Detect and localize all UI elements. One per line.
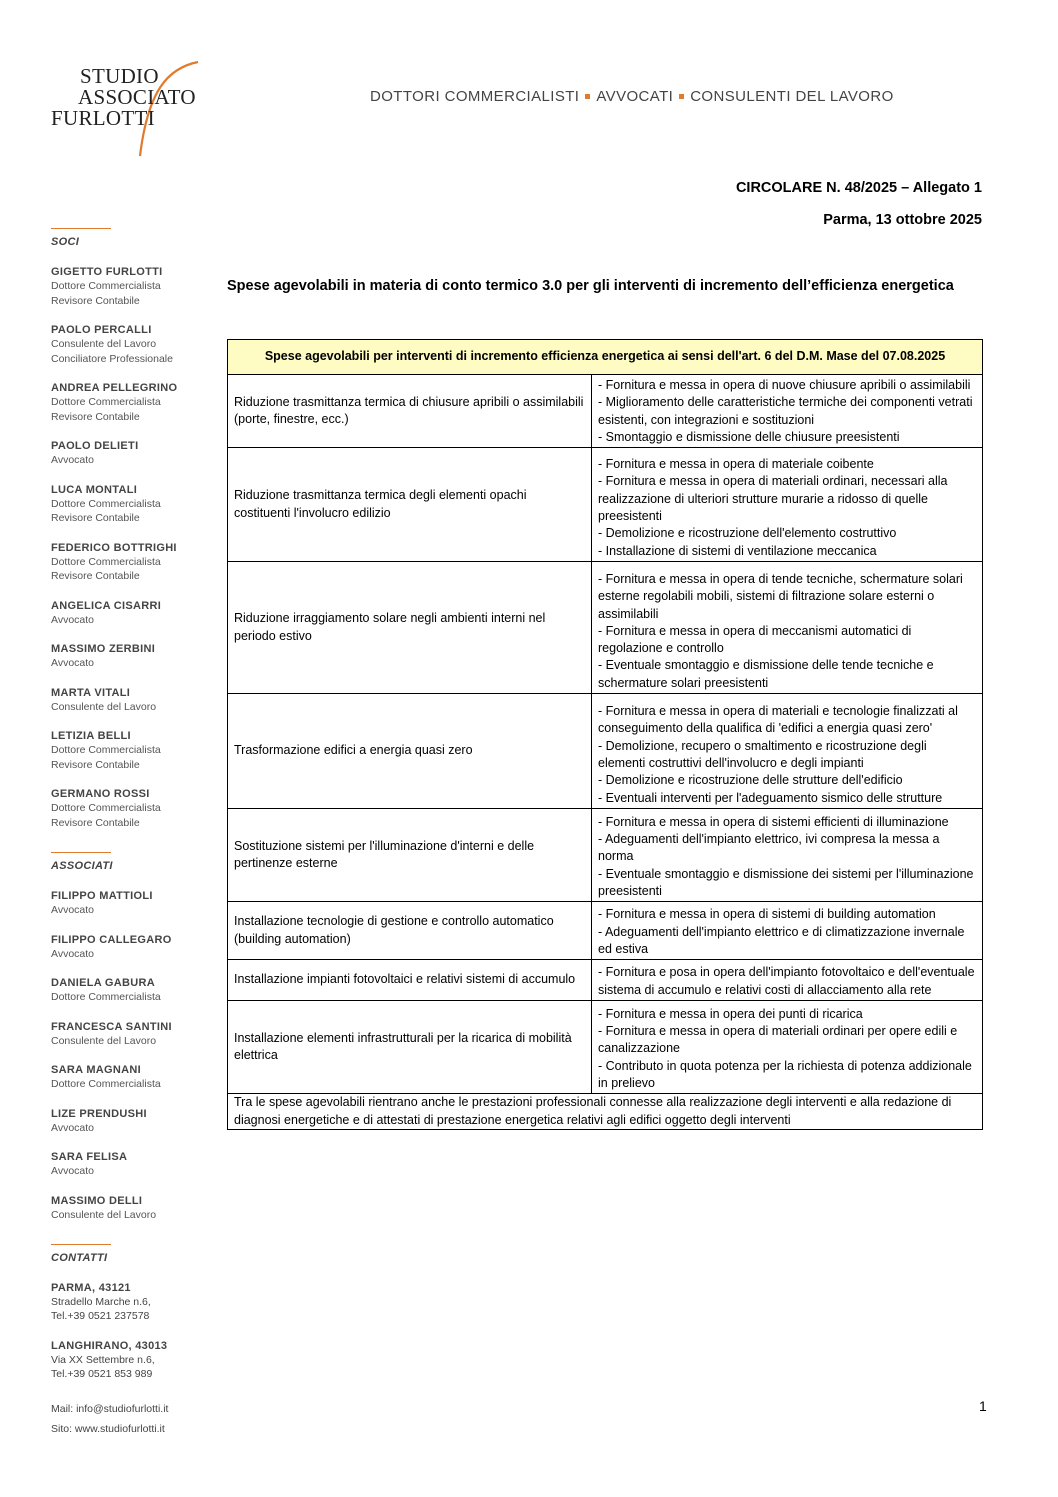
spese-cell: [592, 694, 983, 809]
person-role: Consulente del Lavoro: [51, 1208, 157, 1221]
spese-cell: [592, 902, 983, 960]
spese-cell: [592, 808, 983, 901]
person-name: SARA MAGNANI: [51, 1064, 141, 1076]
expenses-table: [227, 339, 983, 1130]
sidebar: [51, 228, 201, 1457]
person-entry: [51, 439, 201, 468]
office-phone: Tel.+39 0521 853 989: [51, 1368, 153, 1380]
associati-heading: ASSOCIATI: [51, 860, 113, 872]
divider: [51, 1244, 111, 1245]
person-role: Dottore Commercialista: [51, 396, 161, 408]
document-date: Parma, 13 ottobre 2025: [823, 212, 982, 228]
spesa-item: - Adeguamenti dell'impianto elettrico, ivi compresa la messa a norma: [598, 832, 940, 864]
person-name: GIGETTO FURLOTTI: [51, 266, 163, 278]
person-role: Avvocato: [51, 1165, 94, 1177]
person-entry: [51, 323, 201, 366]
person-role: Dottore Commercialista: [51, 1078, 161, 1090]
spese-cell: [592, 375, 983, 448]
person-name: LIZE PRENDUSHI: [51, 1107, 147, 1120]
contatti-heading: CONTATTI: [51, 1252, 108, 1264]
spesa-item: - Fornitura e messa in opera di materiale coibente: [598, 457, 874, 472]
table-row: [228, 902, 983, 960]
intervento-cell: Riduzione irraggiamento solare negli ambienti interni nel periodo estivo: [228, 561, 592, 693]
spesa-item: - Fornitura e messa in opera di materiali ordinari per opere edili e canalizzazione: [598, 1024, 958, 1056]
contact-website[interactable]: Sito: www.studiofurlotti.it: [51, 1423, 165, 1435]
person-entry: [51, 1194, 201, 1223]
soci-heading: SOCI: [51, 236, 80, 248]
office-address: Stradello Marche n.6,: [51, 1296, 151, 1308]
person-entry: [51, 642, 201, 671]
contatti-section: [51, 1244, 201, 1439]
person-name: FRANCESCA SANTINI: [51, 1020, 172, 1033]
person-role: Dottore Commercialista: [51, 280, 161, 292]
person-role: Avvocato: [51, 613, 94, 626]
intervento-cell: Trasformazione edifici a energia quasi zero: [228, 694, 592, 809]
person-name: PAOLO DELIETI: [51, 440, 139, 452]
person-entry: [51, 381, 201, 424]
table-header-row: [228, 340, 983, 375]
associati-section: [51, 852, 201, 1222]
tagline-part-3: CONSULENTI DEL LAVORO: [690, 88, 894, 105]
table-row: [228, 808, 983, 901]
person-role: Revisore Contabile: [51, 570, 140, 582]
circolare-number: CIRCOLARE N. 48/2025 – Allegato 1: [735, 180, 982, 196]
divider: [51, 228, 111, 229]
footer-note: Tra le spese agevolabili rientrano anche le prestazioni professionali connesse alla realizzazione degli interventi e alla redazione di diagnosi energetiche e di attestati di prestazione energetica relativi agli edifici oggetto degli interventi: [228, 1094, 983, 1130]
person-entry: [51, 1107, 201, 1136]
table-row: [228, 561, 983, 693]
person-role: Revisore Contabile: [51, 816, 140, 829]
intervento-cell: Riduzione trasmittanza termica degli elementi opachi costituenti l'involucro edilizio: [228, 448, 592, 562]
person-name: FILIPPO MATTIOLI: [51, 890, 153, 902]
intervento-cell: Installazione elementi infrastrutturali per la ricarica di mobilità elettrica: [228, 1000, 592, 1093]
person-entry: [51, 1063, 201, 1092]
office-city: PARMA, 43121: [51, 1282, 131, 1294]
contact-email[interactable]: Mail: info@studiofurlotti.it: [51, 1403, 169, 1415]
spesa-item: - Eventuale smontaggio e dismissione delle tende tecniche e schermature solari preesistenti: [598, 658, 934, 690]
spesa-item: - Fornitura e messa in opera di materiali ordinari, necessari alla realizzazione di ulteriori strutture murarie a ridosso di quelle preesistenti: [598, 474, 948, 524]
spesa-item: - Eventuali interventi per l'adeguamento sismico delle strutture: [598, 790, 943, 805]
spese-cell: [592, 448, 983, 562]
person-role: Avvocato: [51, 947, 94, 960]
person-entry: [51, 1150, 201, 1179]
person-role: Conciliatore Professionale: [51, 352, 173, 365]
person-name: MASSIMO ZERBINI: [51, 643, 156, 655]
person-entry: [51, 541, 201, 584]
person-entry: [51, 686, 201, 715]
person-name: GERMANO ROSSI: [51, 788, 150, 800]
associati-list: [51, 889, 201, 1222]
spesa-item: - Fornitura e messa in opera di materiali e tecnologie finalizzati al conseguimento della qualifica di 'edifici a energia quasi zero': [598, 704, 958, 736]
person-name: SARA FELISA: [51, 1151, 128, 1163]
soci-section: [51, 228, 201, 830]
spesa-item: - Demolizione e ricostruzione delle strutture dell'edificio: [598, 773, 903, 788]
person-role: Dottore Commercialista: [51, 744, 161, 756]
spese-cell: [592, 1000, 983, 1093]
spese-cell: [592, 960, 983, 1001]
person-role: Dottore Commercialista: [51, 802, 161, 814]
person-entry: [51, 976, 201, 1005]
spesa-item: - Demolizione e ricostruzione dell'elemento costruttivo: [598, 526, 897, 541]
person-role: Avvocato: [51, 657, 94, 669]
person-entry: [51, 599, 201, 628]
person-name: ANDREA PELLEGRINO: [51, 382, 178, 394]
person-role: Dottore Commercialista: [51, 555, 161, 568]
person-name: DANIELA GABURA: [51, 977, 156, 989]
page-number: 1: [979, 1398, 987, 1414]
intervento-cell: Installazione impianti fotovoltaici e relativi sistemi di accumulo: [228, 960, 592, 1001]
table-row: [228, 960, 983, 1001]
table-row: [228, 1000, 983, 1093]
spesa-item: - Adeguamenti dell'impianto elettrico e di climatizzazione invernale ed estiva: [598, 924, 965, 956]
person-role: Revisore Contabile: [51, 512, 140, 524]
intervento-cell: Riduzione trasmittanza termica di chiusure apribili o assimilabili (porte, finestre, ecc.): [228, 375, 592, 448]
logo-line-2: ASSOCIATO: [78, 85, 196, 109]
person-entry: [51, 729, 201, 772]
spesa-item: - Smontaggio e dismissione delle chiusure preesistenti: [598, 429, 900, 444]
person-entry: [51, 483, 201, 526]
soci-list: [51, 265, 201, 830]
divider: [51, 852, 111, 853]
spesa-item: - Installazione di sistemi di ventilazione meccanica: [598, 543, 877, 558]
spesa-item: - Miglioramento delle caratteristiche termiche dei componenti vetrati esistenti, con integrazioni e sostituzioni: [598, 395, 973, 427]
person-name: FEDERICO BOTTRIGHI: [51, 541, 177, 554]
person-name: ANGELICA CISARRI: [51, 599, 162, 612]
person-name: LUCA MONTALI: [51, 483, 138, 496]
person-name: PAOLO PERCALLI: [51, 324, 152, 336]
person-role: Consulente del Lavoro: [51, 338, 157, 350]
document-title: Spese agevolabili in materia di conto termico 3.0 per gli interventi di incremento dell’efficienza energetica: [227, 278, 954, 294]
orange-square-icon: [585, 94, 590, 99]
person-role: Dottore Commercialista: [51, 991, 161, 1003]
person-entry: [51, 1020, 201, 1049]
spesa-item: - Fornitura e messa in opera dei punti di ricarica: [598, 1006, 863, 1021]
person-entry: [51, 265, 201, 308]
spesa-item: - Fornitura e messa in opera di nuove chiusure apribili o assimilabili: [598, 378, 971, 392]
person-entry: [51, 933, 201, 962]
person-name: LETIZIA BELLI: [51, 730, 131, 742]
person-name: MARTA VITALI: [51, 686, 131, 699]
person-role: Revisore Contabile: [51, 294, 140, 307]
office-langhirano: [51, 1339, 201, 1381]
studio-logo: [48, 60, 208, 160]
office-city: LANGHIRANO, 43013: [51, 1340, 168, 1352]
person-role: Revisore Contabile: [51, 410, 140, 423]
person-entry: [51, 787, 201, 830]
spesa-item: - Contributo in quota potenza per la richiesta di potenza addizionale in prelievo: [598, 1058, 972, 1090]
spesa-item: - Fornitura e messa in opera di tende tecniche, schermature solari esterne regolabili mobili, sistemi di filtrazione solare esterni o assimilabili: [598, 571, 963, 621]
intervento-cell: Sostituzione sistemi per l'illuminazione d'interni e delle pertinenze esterne: [228, 808, 592, 901]
table-row: [228, 448, 983, 562]
person-role: Consulente del Lavoro: [51, 700, 157, 713]
person-name: FILIPPO CALLEGARO: [51, 933, 172, 946]
person-entry: [51, 889, 201, 918]
spesa-item: - Eventuale smontaggio e dismissione dei sistemi per l'illuminazione preesistenti: [598, 866, 974, 899]
intervento-cell: Installazione tecnologie di gestione e controllo automatico (building automation): [228, 902, 592, 960]
person-role: Avvocato: [51, 1121, 94, 1134]
table-footer-row: [228, 1094, 983, 1130]
office-parma: [51, 1281, 201, 1323]
spesa-item: - Fornitura e messa in opera di meccanismi automatici di regolazione e controllo: [598, 623, 912, 656]
person-role: Consulente del Lavoro: [51, 1034, 157, 1047]
firm-tagline: [370, 88, 894, 105]
person-role: Dottore Commercialista: [51, 497, 161, 510]
table-row: [228, 375, 983, 448]
person-role: Revisore Contabile: [51, 758, 140, 771]
tagline-part-1: DOTTORI COMMERCIALISTI: [370, 88, 580, 105]
spesa-item: - Fornitura e messa in opera di sistemi di building automation: [598, 907, 936, 922]
office-phone: Tel.+39 0521 237578: [51, 1310, 150, 1322]
table-row: [228, 694, 983, 809]
person-role: Avvocato: [51, 454, 94, 466]
orange-square-icon: [679, 94, 684, 99]
spesa-item: - Demolizione, recupero o smaltimento e ricostruzione degli elementi costruttivi dell'involucro e degli impianti: [598, 738, 927, 770]
spese-cell: [592, 561, 983, 693]
person-name: MASSIMO DELLI: [51, 1194, 143, 1207]
tagline-part-2: AVVOCATI: [596, 88, 674, 105]
spesa-item: - Fornitura e posa in opera dell'impianto fotovoltaico e dell'eventuale sistema di accumulo e relativi costi di allacciamento alla rete: [598, 965, 975, 997]
person-role: Avvocato: [51, 904, 94, 916]
spesa-item: - Fornitura e messa in opera di sistemi efficienti di illuminazione: [598, 814, 949, 829]
table-header: Spese agevolabili per interventi di incremento efficienza energetica ai sensi dell'art. 6 del D.M. Mase del 07.08.2025: [228, 340, 983, 375]
logo-line-1: STUDIO: [80, 64, 159, 88]
office-address: Via XX Settembre n.6,: [51, 1354, 155, 1366]
logo-line-3: FURLOTTI: [51, 106, 155, 130]
